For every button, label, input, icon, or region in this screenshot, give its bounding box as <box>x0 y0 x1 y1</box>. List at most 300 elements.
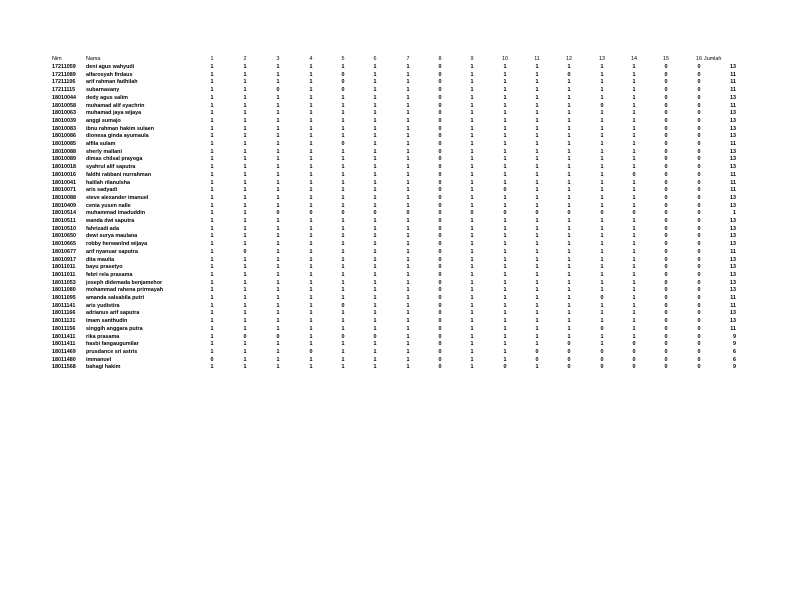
row-score-3: 1 <box>276 171 280 178</box>
row-score-11: 1 <box>535 310 539 317</box>
header-question-11: 11 <box>534 56 540 62</box>
row-score-15: 0 <box>664 94 668 101</box>
row-name: hasbi fangaugumilar <box>86 341 139 348</box>
row-score-8: 0 <box>438 210 442 217</box>
row-score-5: 1 <box>341 310 345 317</box>
row-score-7: 1 <box>406 264 410 271</box>
row-score-3: 1 <box>276 256 280 263</box>
row-score-5: 1 <box>341 110 345 117</box>
row-score-16: 0 <box>697 171 701 178</box>
row-score-10: 1 <box>503 156 507 163</box>
row-score-15: 0 <box>664 356 668 363</box>
row-score-3: 1 <box>276 318 280 325</box>
row-score-16: 0 <box>697 248 701 255</box>
row-score-14: 1 <box>632 302 636 309</box>
row-score-9: 1 <box>470 125 474 132</box>
row-score-8: 0 <box>438 279 442 286</box>
row-score-5: 1 <box>341 295 345 301</box>
row-score-9: 1 <box>470 187 474 194</box>
row-score-6: 1 <box>373 141 377 147</box>
row-score-8: 0 <box>438 271 442 278</box>
row-score-4: 1 <box>309 64 313 70</box>
row-score-10: 1 <box>503 164 507 171</box>
row-score-14: 1 <box>632 264 636 271</box>
row-total: 13 <box>730 194 736 201</box>
row-score-13: 1 <box>600 71 604 78</box>
row-score-8: 0 <box>438 264 442 271</box>
row-score-3: 1 <box>276 148 280 155</box>
row-score-6: 1 <box>373 87 377 94</box>
row-score-8: 0 <box>438 156 442 163</box>
row-score-1: 1 <box>210 295 214 301</box>
row-score-14: 1 <box>632 125 636 132</box>
row-score-5: 1 <box>341 117 345 124</box>
row-score-8: 0 <box>438 302 442 309</box>
row-score-6: 1 <box>373 94 377 101</box>
row-score-12: 1 <box>567 318 571 325</box>
row-score-5: 1 <box>341 94 345 101</box>
row-name: robby herwanlnd wijaya <box>86 241 148 248</box>
row-score-13: 0 <box>600 364 604 371</box>
row-nim: 18011080 <box>52 287 76 294</box>
row-score-12: 1 <box>567 110 571 117</box>
row-score-10: 1 <box>503 279 507 286</box>
row-score-9: 1 <box>470 279 474 286</box>
row-score-11: 1 <box>535 156 539 163</box>
row-score-4: 1 <box>309 295 313 301</box>
row-score-5: 1 <box>341 248 345 255</box>
row-score-6: 1 <box>373 125 377 132</box>
row-score-16: 0 <box>697 218 701 224</box>
row-score-15: 0 <box>664 225 668 232</box>
row-score-14: 1 <box>632 133 636 140</box>
row-total: 11 <box>730 295 736 301</box>
row-score-7: 1 <box>406 318 410 325</box>
row-score-13: 1 <box>600 94 604 101</box>
row-total: 13 <box>730 318 736 325</box>
row-score-13: 1 <box>600 271 604 278</box>
row-score-1: 1 <box>210 187 214 194</box>
row-score-5: 1 <box>341 241 345 248</box>
row-score-14: 1 <box>632 287 636 294</box>
row-score-3: 1 <box>276 125 280 132</box>
row-score-1: 1 <box>210 248 214 255</box>
row-score-13: 1 <box>600 187 604 194</box>
row-nim: 18010018 <box>52 164 76 171</box>
row-score-13: 1 <box>600 310 604 317</box>
row-score-12: 1 <box>567 64 571 70</box>
row-score-14: 1 <box>632 310 636 317</box>
row-score-10: 1 <box>503 287 507 294</box>
row-score-7: 1 <box>406 325 410 332</box>
row-score-15: 0 <box>664 256 668 263</box>
row-total: 11 <box>730 141 736 147</box>
row-score-11: 1 <box>535 133 539 140</box>
row-score-10: 1 <box>503 94 507 101</box>
row-nim: 18010088 <box>52 194 76 201</box>
row-score-9: 1 <box>470 333 474 340</box>
row-score-16: 0 <box>697 202 701 209</box>
row-total: 11 <box>730 179 736 186</box>
row-score-14: 1 <box>632 94 636 101</box>
row-total: 11 <box>730 79 736 86</box>
header-question-3: 3 <box>276 56 280 62</box>
row-total: 9 <box>733 333 736 340</box>
row-score-3: 1 <box>276 110 280 117</box>
row-score-14: 0 <box>632 210 636 217</box>
row-total: 13 <box>730 264 736 271</box>
row-score-16: 0 <box>697 125 701 132</box>
row-score-12: 1 <box>567 310 571 317</box>
row-score-12: 1 <box>567 187 571 194</box>
row-score-5: 0 <box>341 141 345 147</box>
row-score-14: 1 <box>632 117 636 124</box>
row-score-1: 1 <box>210 210 214 217</box>
row-score-15: 0 <box>664 210 668 217</box>
row-score-14: 1 <box>632 179 636 186</box>
row-score-1: 1 <box>210 141 214 147</box>
row-score-14: 1 <box>632 218 636 224</box>
row-score-5: 1 <box>341 164 345 171</box>
row-score-7: 1 <box>406 194 410 201</box>
row-score-8: 0 <box>438 225 442 232</box>
row-score-11: 1 <box>535 179 539 186</box>
row-nim: 18010677 <box>52 248 76 255</box>
row-score-13: 1 <box>600 302 604 309</box>
row-score-2: 1 <box>243 94 247 101</box>
row-score-14: 1 <box>632 256 636 263</box>
header-question-7: 7 <box>406 56 410 62</box>
row-score-14: 0 <box>632 364 636 371</box>
row-score-10: 1 <box>503 125 507 132</box>
row-score-2: 1 <box>243 279 247 286</box>
row-score-9: 1 <box>470 117 474 124</box>
row-score-14: 1 <box>632 194 636 201</box>
row-score-6: 1 <box>373 233 377 240</box>
row-score-16: 0 <box>697 94 701 101</box>
row-score-12: 1 <box>567 94 571 101</box>
row-nim: 18011011 <box>52 264 76 271</box>
row-nim: 18010665 <box>52 241 76 248</box>
row-score-12: 1 <box>567 156 571 163</box>
row-score-12: 1 <box>567 225 571 232</box>
row-score-13: 1 <box>600 241 604 248</box>
row-score-2: 1 <box>243 241 247 248</box>
row-score-13: 1 <box>600 287 604 294</box>
row-score-4: 1 <box>309 318 313 325</box>
row-score-8: 0 <box>438 179 442 186</box>
row-name: sherly mallani <box>86 148 122 155</box>
row-score-8: 0 <box>438 325 442 332</box>
row-score-4: 1 <box>309 256 313 263</box>
row-score-9: 1 <box>470 348 474 355</box>
row-score-9: 1 <box>470 325 474 332</box>
row-score-7: 1 <box>406 348 410 355</box>
row-score-5: 1 <box>341 279 345 286</box>
row-score-2: 1 <box>243 310 247 317</box>
row-score-7: 1 <box>406 279 410 286</box>
row-score-7: 1 <box>406 71 410 78</box>
row-name: dita maulia <box>86 256 115 263</box>
row-score-8: 0 <box>438 125 442 132</box>
row-score-8: 0 <box>438 71 442 78</box>
row-score-2: 1 <box>243 287 247 294</box>
row-score-15: 0 <box>664 110 668 117</box>
row-score-13: 0 <box>600 102 604 109</box>
row-score-10: 1 <box>503 318 507 325</box>
row-score-16: 0 <box>697 148 701 155</box>
header-jumlah: Jumlah <box>704 56 722 62</box>
row-score-3: 1 <box>276 79 280 86</box>
row-score-12: 1 <box>567 202 571 209</box>
row-score-6: 1 <box>373 202 377 209</box>
row-score-6: 1 <box>373 279 377 286</box>
row-score-13: 1 <box>600 225 604 232</box>
row-score-11: 1 <box>535 333 539 340</box>
row-name: syahrul alif saputra <box>86 164 136 171</box>
row-name: prusdance sri astris <box>86 348 138 355</box>
row-score-1: 1 <box>210 241 214 248</box>
row-score-5: 1 <box>341 225 345 232</box>
row-score-6: 1 <box>373 218 377 224</box>
row-score-4: 1 <box>309 364 313 371</box>
row-score-16: 0 <box>697 87 701 94</box>
header-question-9: 9 <box>470 56 474 62</box>
row-score-1: 1 <box>210 171 214 178</box>
row-score-2: 1 <box>243 225 247 232</box>
row-score-11: 1 <box>535 318 539 325</box>
row-score-3: 1 <box>276 194 280 201</box>
row-score-9: 1 <box>470 102 474 109</box>
row-score-2: 1 <box>243 117 247 124</box>
row-score-12: 1 <box>567 102 571 109</box>
row-score-2: 1 <box>243 218 247 224</box>
row-score-7: 1 <box>406 164 410 171</box>
row-score-5: 0 <box>341 302 345 309</box>
row-score-1: 1 <box>210 156 214 163</box>
row-score-13: 1 <box>600 125 604 132</box>
row-total: 13 <box>730 64 736 70</box>
row-score-1: 1 <box>210 271 214 278</box>
row-score-3: 1 <box>276 187 280 194</box>
row-score-2: 1 <box>243 87 247 94</box>
row-score-12: 1 <box>567 256 571 263</box>
row-score-4: 1 <box>309 241 313 248</box>
row-score-9: 1 <box>470 364 474 371</box>
row-score-4: 1 <box>309 202 313 209</box>
header-question-6: 6 <box>373 56 377 62</box>
row-score-4: 1 <box>309 87 313 94</box>
row-score-10: 1 <box>503 133 507 140</box>
row-name: dionesa ginda ayumaula <box>86 133 149 140</box>
row-score-16: 0 <box>697 325 701 332</box>
row-total: 13 <box>730 117 736 124</box>
row-score-4: 1 <box>309 141 313 147</box>
row-score-14: 1 <box>632 156 636 163</box>
row-score-4: 1 <box>309 310 313 317</box>
row-score-11: 0 <box>535 210 539 217</box>
row-score-6: 0 <box>373 210 377 217</box>
row-score-14: 1 <box>632 148 636 155</box>
row-name: dewi surya maulana <box>86 233 138 240</box>
row-score-8: 0 <box>438 79 442 86</box>
row-score-9: 1 <box>470 287 474 294</box>
row-score-7: 1 <box>406 310 410 317</box>
row-score-6: 1 <box>373 256 377 263</box>
row-score-12: 1 <box>567 87 571 94</box>
row-score-5: 1 <box>341 256 345 263</box>
header-question-2: 2 <box>243 56 247 62</box>
row-score-16: 0 <box>697 156 701 163</box>
row-score-4: 1 <box>309 325 313 332</box>
row-name: mohammad rahena prirmayah <box>86 287 163 294</box>
row-nim: 18010514 <box>52 210 76 217</box>
row-score-15: 0 <box>664 241 668 248</box>
row-score-3: 1 <box>276 271 280 278</box>
row-score-15: 0 <box>664 248 668 255</box>
row-score-16: 0 <box>697 225 701 232</box>
row-score-6: 1 <box>373 287 377 294</box>
row-score-14: 1 <box>632 318 636 325</box>
row-nim: 18010058 <box>52 102 76 109</box>
row-score-2: 1 <box>243 264 247 271</box>
row-score-15: 0 <box>664 179 668 186</box>
row-score-13: 1 <box>600 141 604 147</box>
row-score-9: 1 <box>470 233 474 240</box>
row-score-4: 1 <box>309 218 313 224</box>
row-score-12: 1 <box>567 325 571 332</box>
row-score-3: 1 <box>276 325 280 332</box>
header-question-12: 12 <box>566 56 572 62</box>
row-score-16: 0 <box>697 64 701 70</box>
row-total: 13 <box>730 271 736 278</box>
row-score-9: 1 <box>470 248 474 255</box>
row-score-16: 0 <box>697 310 701 317</box>
row-score-14: 1 <box>632 71 636 78</box>
row-nim: 18011095 <box>52 295 76 301</box>
row-score-2: 1 <box>243 325 247 332</box>
row-score-5: 1 <box>341 125 345 132</box>
row-score-15: 0 <box>664 295 668 301</box>
header-nama: Nama <box>86 56 101 62</box>
row-score-8: 0 <box>438 333 442 340</box>
row-score-5: 1 <box>341 264 345 271</box>
row-score-4: 1 <box>309 194 313 201</box>
row-score-12: 1 <box>567 125 571 132</box>
row-score-11: 1 <box>535 87 539 94</box>
row-score-15: 0 <box>664 333 668 340</box>
row-total: 13 <box>730 125 736 132</box>
row-score-16: 0 <box>697 79 701 86</box>
row-score-7: 1 <box>406 179 410 186</box>
row-score-9: 1 <box>470 171 474 178</box>
row-nim: 18010510 <box>52 225 76 232</box>
row-score-8: 0 <box>438 318 442 325</box>
row-name: bahagi hakim <box>86 364 121 371</box>
row-name: cenia yusen nalle <box>86 202 131 209</box>
row-score-1: 1 <box>210 133 214 140</box>
row-score-9: 1 <box>470 225 474 232</box>
header-question-14: 14 <box>631 56 637 62</box>
row-total: 11 <box>730 187 736 194</box>
row-score-14: 1 <box>632 110 636 117</box>
row-name: amanda salsabila putri <box>86 295 145 301</box>
row-score-5: 1 <box>341 148 345 155</box>
row-score-10: 0 <box>503 210 507 217</box>
row-nim: 18010089 <box>52 156 76 163</box>
row-score-16: 0 <box>697 102 701 109</box>
row-score-7: 1 <box>406 333 410 340</box>
row-total: 9 <box>733 341 736 348</box>
row-score-3: 1 <box>276 248 280 255</box>
row-score-12: 1 <box>567 333 571 340</box>
row-score-2: 1 <box>243 302 247 309</box>
row-score-15: 0 <box>664 71 668 78</box>
row-score-12: 0 <box>567 348 571 355</box>
row-score-15: 0 <box>664 310 668 317</box>
row-score-6: 1 <box>373 325 377 332</box>
row-score-2: 1 <box>243 364 247 371</box>
header-question-1: 1 <box>210 56 214 62</box>
row-score-13: 1 <box>600 64 604 70</box>
row-nim: 18010917 <box>52 256 76 263</box>
row-score-12: 1 <box>567 79 571 86</box>
row-name: joseph didemada benjamehor <box>86 279 163 286</box>
row-score-13: 0 <box>600 325 604 332</box>
row-score-7: 1 <box>406 233 410 240</box>
row-score-10: 1 <box>503 241 507 248</box>
row-score-13: 1 <box>600 318 604 325</box>
row-score-4: 1 <box>309 187 313 194</box>
row-score-1: 1 <box>210 94 214 101</box>
row-score-2: 1 <box>243 79 247 86</box>
row-nim: 18010650 <box>52 233 76 240</box>
row-score-16: 0 <box>697 333 701 340</box>
row-name: halilah rilanulsha <box>86 179 131 186</box>
row-total: 13 <box>730 241 736 248</box>
row-score-13: 1 <box>600 256 604 263</box>
row-score-6: 1 <box>373 225 377 232</box>
row-score-14: 0 <box>632 171 636 178</box>
row-name: dimas chilsal prayoga <box>86 156 143 163</box>
row-score-6: 1 <box>373 241 377 248</box>
row-name: anggi sumajo <box>86 117 121 124</box>
row-score-16: 0 <box>697 164 701 171</box>
row-score-10: 1 <box>503 333 507 340</box>
row-score-7: 1 <box>406 133 410 140</box>
row-score-13: 1 <box>600 79 604 86</box>
row-score-6: 1 <box>373 148 377 155</box>
row-score-10: 1 <box>503 71 507 78</box>
row-total: 13 <box>730 110 736 117</box>
row-name: faldhi rabbani nurrahman <box>86 171 151 178</box>
row-score-14: 1 <box>632 233 636 240</box>
row-score-16: 0 <box>697 264 701 271</box>
row-score-14: 1 <box>632 79 636 86</box>
row-score-10: 1 <box>503 325 507 332</box>
header-question-16: 16 <box>696 56 702 62</box>
row-score-11: 1 <box>535 71 539 78</box>
row-score-4: 1 <box>309 156 313 163</box>
row-score-8: 0 <box>438 202 442 209</box>
row-score-15: 0 <box>664 102 668 109</box>
row-score-14: 1 <box>632 248 636 255</box>
header-question-4: 4 <box>309 56 313 62</box>
row-score-4: 1 <box>309 356 313 363</box>
row-score-11: 1 <box>535 287 539 294</box>
row-score-5: 1 <box>341 271 345 278</box>
row-score-12: 1 <box>567 164 571 171</box>
